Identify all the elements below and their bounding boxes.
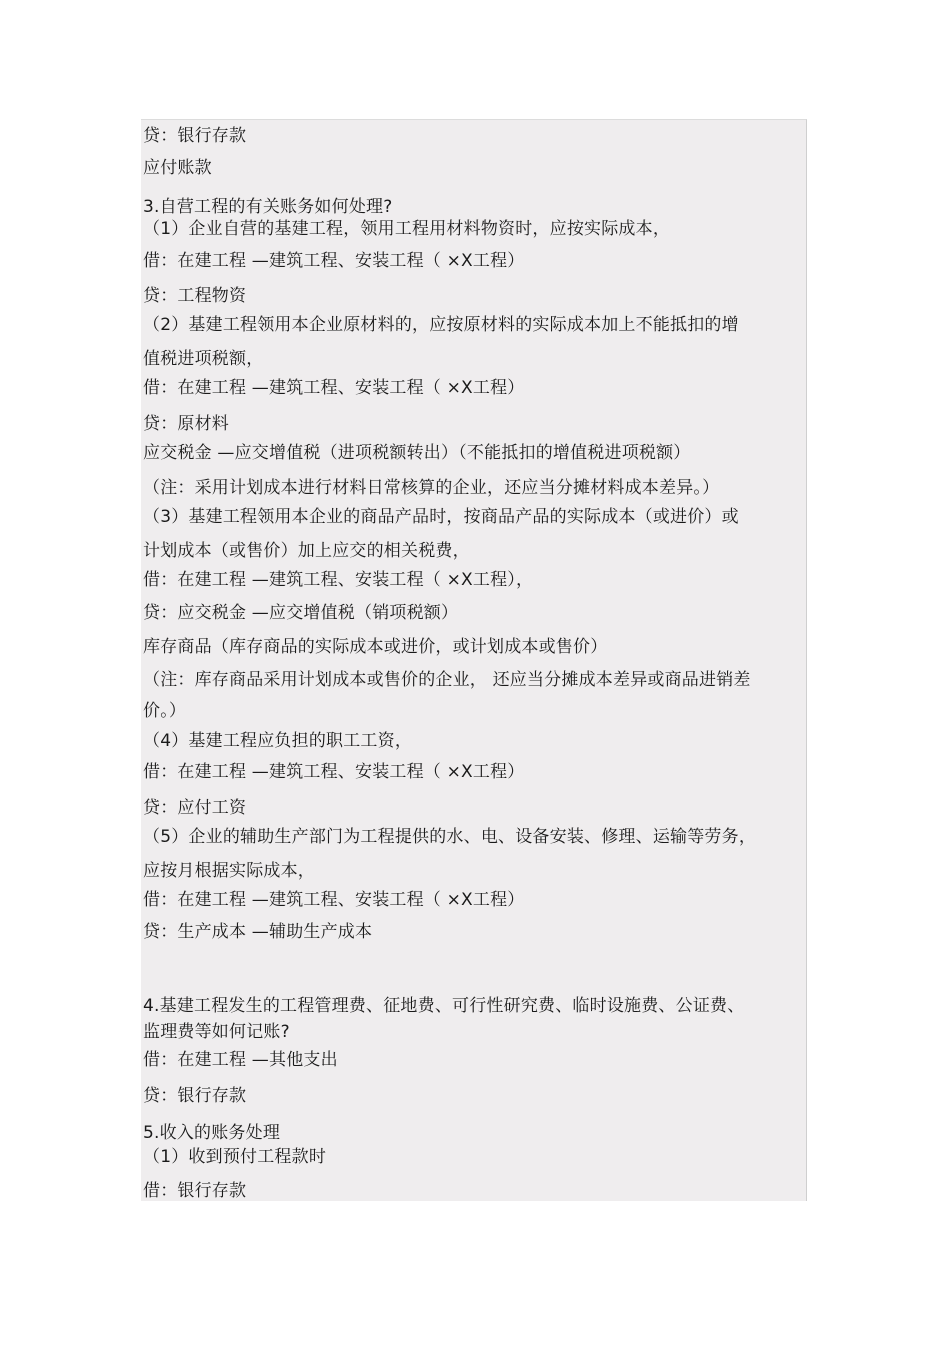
text-line: 贷：银行存款 bbox=[143, 1086, 247, 1106]
text-line: 借：银行存款 bbox=[143, 1181, 247, 1201]
text-line: 贷：应交税金 —应交增值税（销项税额） bbox=[143, 603, 459, 623]
text-line: （5）企业的辅助生产部门为工程提供的水、电、设备安装、修理、运输等劳务， bbox=[143, 827, 757, 847]
text-line: 应付账款 bbox=[143, 158, 212, 178]
text-line: 借：在建工程 —建筑工程、安装工程（ ×X工程） bbox=[143, 251, 525, 271]
text-line: 计划成本（或售价）加上应交的相关税费， bbox=[143, 541, 470, 561]
text-line: 监理费等如何记账? bbox=[143, 1022, 290, 1042]
text-line: 贷：原材料 bbox=[143, 414, 229, 434]
text-line: （注：采用计划成本进行材料日常核算的企业，还应当分摊材料成本差异。） bbox=[143, 478, 720, 498]
section-heading: 3.自营工程的有关账务如何处理? bbox=[143, 197, 393, 217]
section-heading: 4.基建工程发生的工程管理费、征地费、可行性研究费、临时设施费、公证费、 bbox=[143, 996, 745, 1016]
text-line: 值税进项税额， bbox=[143, 349, 264, 369]
text-line: 借：在建工程 —建筑工程、安装工程（ ×X工程） bbox=[143, 890, 525, 910]
text-line: 贷：生产成本 —辅助生产成本 bbox=[143, 922, 373, 942]
text-line: 借：在建工程 —建筑工程、安装工程（ ×X工程） bbox=[143, 762, 525, 782]
text-line: （3）基建工程领用本企业的商品产品时，按商品产品的实际成本（或进价）或 bbox=[143, 507, 739, 527]
text-line: （注：库存商品采用计划成本或售价的企业， 还应当分摊成本差异或商品进销差 bbox=[143, 670, 751, 690]
text-line: （1）收到预付工程款时 bbox=[143, 1147, 327, 1167]
text-line: （2）基建工程领用本企业原材料的，应按原材料的实际成本加上不能抵扣的增 bbox=[143, 315, 739, 335]
text-line: （4）基建工程应负担的职工工资， bbox=[143, 731, 413, 751]
text-line: 应交税金 —应交增值税（进项税额转出）（不能抵扣的增值税进项税额） bbox=[143, 443, 691, 463]
text-line: 应按月根据实际成本， bbox=[143, 861, 315, 881]
text-line: 贷：工程物资 bbox=[143, 286, 247, 306]
text-line: 价。） bbox=[143, 701, 187, 721]
section-heading: 5.收入的账务处理 bbox=[143, 1123, 281, 1143]
text-line: 借：在建工程 —建筑工程、安装工程（ ×X工程） bbox=[143, 378, 525, 398]
text-line: 借：在建工程 —建筑工程、安装工程（ ×X工程）， bbox=[143, 570, 534, 590]
text-line: 贷：银行存款 bbox=[143, 126, 247, 146]
text-line: 库存商品（库存商品的实际成本或进价，或计划成本或售价） bbox=[143, 637, 608, 657]
text-line: 借：在建工程 —其他支出 bbox=[143, 1050, 338, 1070]
text-line: 贷：应付工资 bbox=[143, 798, 247, 818]
text-line: （1）企业自营的基建工程，领用工程用材料物资时，应按实际成本， bbox=[143, 219, 671, 239]
